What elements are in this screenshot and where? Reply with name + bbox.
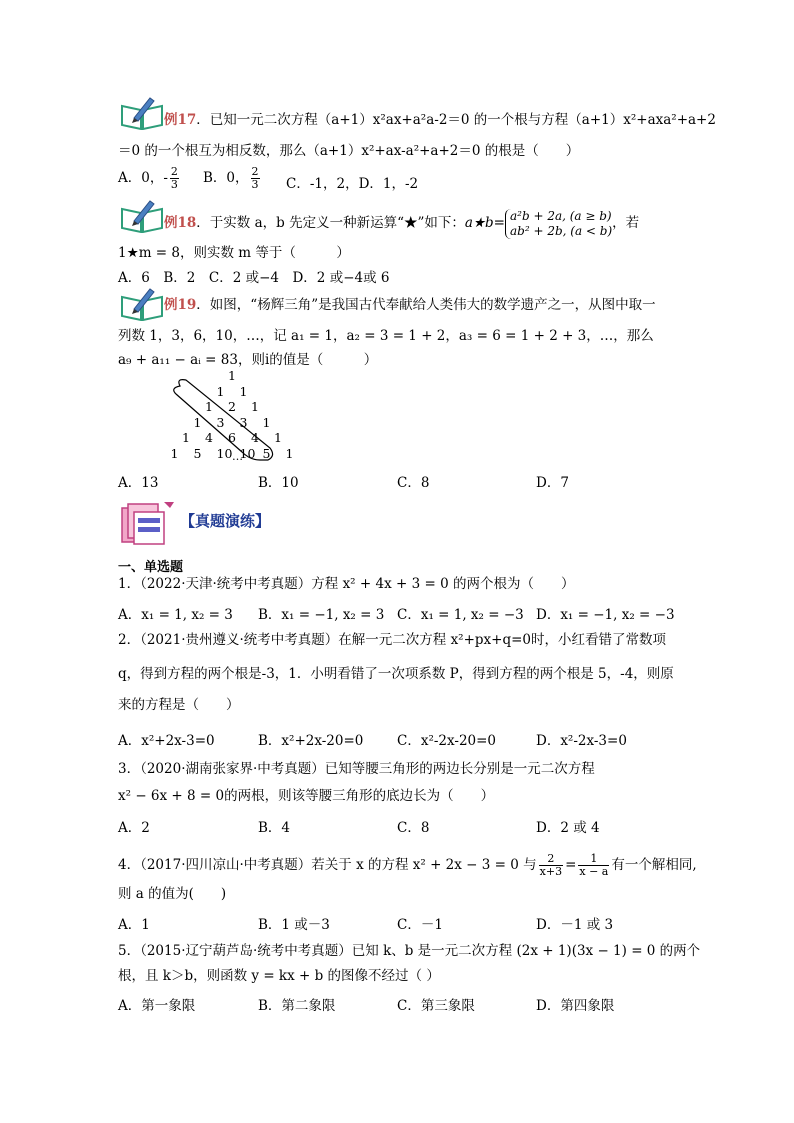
q1-option-a: A．x₁ = 1, x₂ = 3: [118, 607, 233, 623]
q2-option-a: A．x²+2x-3=0: [118, 733, 215, 749]
triangle-number: 3: [239, 414, 248, 430]
ex19-option-d: D．7: [536, 475, 569, 491]
ex19-line2: 列数 1，3，6，10，…，记 a₁ = 1，a₂ = 3 = 1 + 2，a₃ = 6 = 1 + 2 + 3，…，那么: [118, 328, 654, 344]
q5-option-a: A．第一象限: [118, 998, 196, 1014]
q4-line2: 则 a 的值为( ): [118, 886, 227, 902]
triangle-number: 1: [262, 414, 271, 430]
section-title: 【真题演练】: [180, 512, 271, 530]
triangle-number: 1: [182, 430, 190, 445]
triangle-number: 5: [262, 445, 271, 461]
ex17-option-a: A．0，- $\frac{2}{3}$: [118, 165, 178, 191]
triangle-number: 1: [251, 399, 259, 414]
q2-line2: q，得到方程的两个根是-3，1．小明看错了一次项系数 P，得到方程的两个根是 5，-4，则原: [118, 666, 674, 682]
ex19-line3: a₉ + a₁₁ − aᵢ = 83，则i的值是（ ）: [118, 352, 378, 368]
ex17-option-c: C．-1，2，D．1，-2: [286, 176, 419, 192]
q3-option-c: C．8: [397, 820, 430, 836]
ex18-line2: 1★m = 8，则实数 m 等于（ ）: [118, 245, 350, 261]
triangle-number: 4: [251, 430, 259, 445]
q3-line2: x² − 6x + 8 = 0的两根，则该等腰三角形的底边长为（ ）: [118, 788, 495, 804]
q4-line1: 4．（2017·四川凉山·中考真题）若关于 x 的方程 x² + 2x − 3 = 0 与 $\frac{2}{x+3}$ = $\frac{1}{x - a}$ 有一个解相同,: [118, 852, 697, 878]
ex17-line1: 例17．已知一元二次方程（a+1）x²ax+a²a-2＝0 的一个根与方程（a+1）x²+axa²+a+2: [164, 112, 716, 128]
triangle-number: 1: [170, 445, 179, 461]
ex18-cases: a²b + 2a, (a ≥ b) ab² + 2b, (a < b): [505, 209, 612, 239]
ex17-line2: ＝0 的一个根互为相反数，那么（a+1）x²+ax-a²+a+2＝0 的根是（ ）: [118, 143, 580, 159]
q5-option-b: B．第二象限: [258, 998, 336, 1014]
triangle-number: 1: [205, 399, 213, 414]
q2-option-d: D．x²-2x-3=0: [536, 733, 627, 749]
q5-option-d: D．第四象限: [536, 998, 615, 1014]
q3-option-a: A．2: [118, 820, 150, 836]
book-pencil-icon: [120, 96, 164, 130]
triangle-number: 10: [239, 445, 256, 461]
book-pencil-icon: [120, 287, 164, 321]
q2-line3: 来的方程是（ ）: [118, 697, 240, 713]
q2-line1: 2．（2021·贵州遵义·统考中考真题）在解一元二次方程 x²+px+q=0时，小红看错了常数项: [118, 632, 667, 648]
ex19-option-a: A．13: [118, 475, 159, 491]
q1-option-c: C．x₁ = 1, x₂ = −3: [397, 607, 524, 623]
triangle-number: 1: [285, 445, 294, 461]
triangle-number: 1: [239, 383, 248, 399]
ex18-label: 例18: [164, 215, 197, 231]
ex18-options: A．6 B．2 C．2 或−4 D．2 或−4或 6: [118, 270, 390, 286]
section-subhead: 一、单选题: [118, 560, 184, 575]
ex17-label: 例17: [164, 112, 197, 128]
ex19-option-c: C．8: [397, 475, 430, 491]
ex17-option-b: B．0， $\frac{2}{3}$: [203, 165, 259, 191]
diagonal-loop: [118, 364, 358, 464]
q4-option-a: A．1: [118, 917, 150, 933]
ex18-line1: 例18．于实数 a，b 先定义一种新运算“★”如下：a★b= a²b + 2a, (a ≥ b) ab² + 2b, (a < b) ，若: [164, 208, 640, 238]
triangle-number: 1: [193, 414, 202, 430]
q5-option-c: C．第三象限: [397, 998, 475, 1014]
book-pencil-icon: [120, 199, 164, 233]
triangle-number: 6: [228, 430, 236, 445]
q3-option-b: B．4: [258, 820, 291, 836]
triangle-number: 1: [216, 383, 225, 399]
q3-line1: 3．（2020·湖南张家界·中考真题）已知等腰三角形的两边长分别是一元二次方程: [118, 761, 595, 777]
yanghui-triangle: [118, 364, 358, 464]
q1-option-b: B．x₁ = −1, x₂ = 3: [258, 607, 385, 623]
triangle-number: 5: [193, 445, 202, 461]
q2-option-b: B．x²+2x-20=0: [258, 733, 364, 749]
triangle-number: 1: [228, 368, 236, 383]
ex19-option-b: B．10: [258, 475, 299, 491]
ex19-line1: 例19．如图，“杨辉三角”是我国古代奉献给人类伟大的数学遗产之一，从图中取一: [164, 297, 656, 313]
q1-text: 1．（2022·天津·统考中考真题）方程 x² + 4x + 3 = 0 的两个根为（ ）: [118, 576, 575, 592]
q5-line2: 根，且 k＞b，则函数 y = kx + b 的图像不经过（ ）: [118, 968, 440, 984]
triangle-number: 10: [216, 445, 233, 461]
q4-option-c: C．－1: [397, 917, 443, 933]
q3-option-d: D．2 或 4: [536, 820, 600, 836]
q5-line1: 5．（2015·辽宁葫芦岛·统考中考真题）已知 k、b 是一元二次方程 (2x + 1)(3x − 1) = 0 的两个: [118, 943, 701, 959]
practice-section-icon: [120, 500, 178, 546]
q1-option-d: D．x₁ = −1, x₂ = −3: [536, 607, 675, 623]
triangle-number: 2: [228, 399, 236, 414]
triangle-dots: …: [232, 450, 243, 463]
triangle-number: 1: [274, 430, 282, 445]
triangle-number: 4: [205, 430, 213, 445]
q4-option-b: B．1 或－3: [258, 917, 330, 933]
q4-option-d: D．－1 或 3: [536, 917, 614, 933]
triangle-number: 3: [216, 414, 225, 430]
q2-option-c: C．x²-2x-20=0: [397, 733, 497, 749]
ex19-label: 例19: [164, 297, 197, 313]
